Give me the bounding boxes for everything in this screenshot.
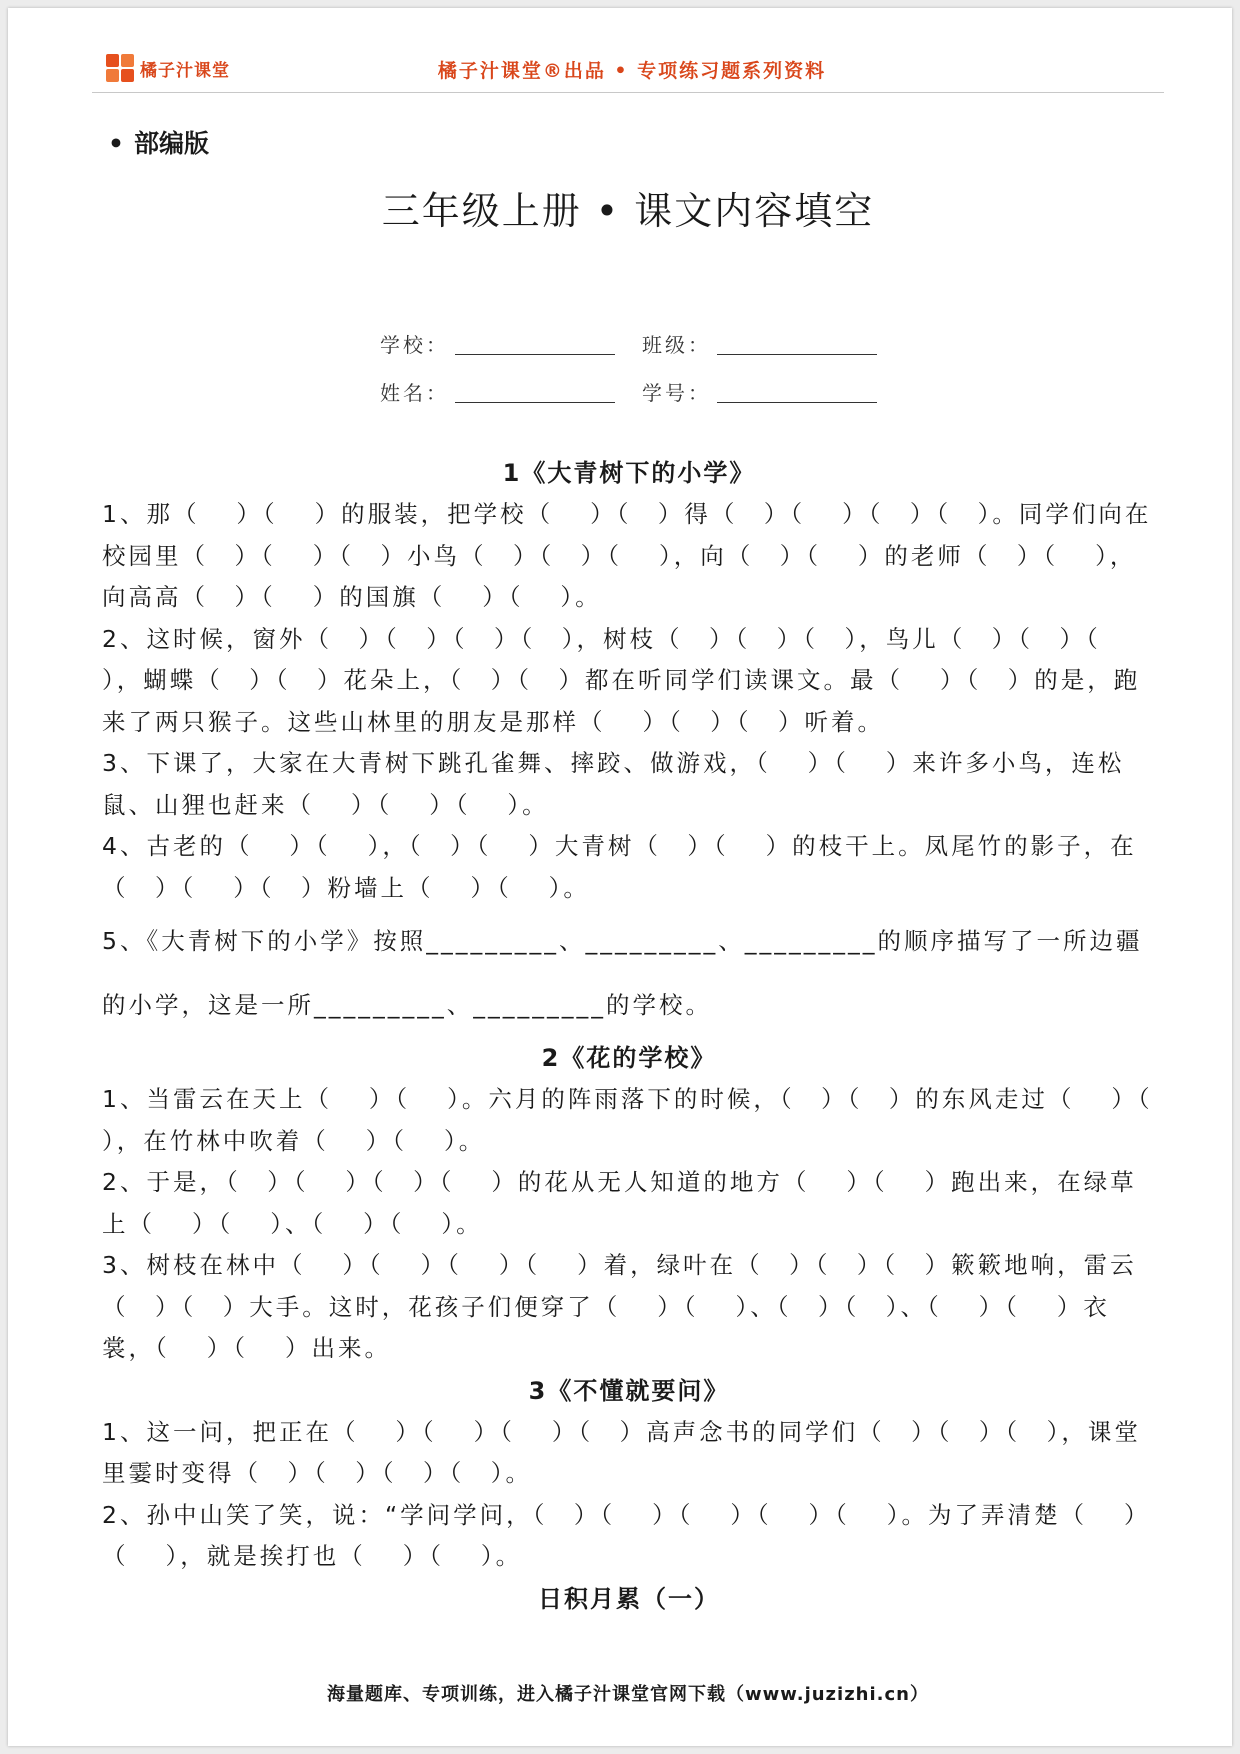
section-title: 2《花的学校》 [541,1044,717,1072]
question: 2、于是，（ ）（ ）（ ）（ ）的花从无人知道的地方（ ）（ ）跑出来，在绿草上（ ）（ ）、（ ）（ ）。 [102,1168,1137,1238]
section-title: 3《不懂就要问》 [528,1376,730,1405]
edition-label [108,124,209,160]
section-title: 日积月累（一） [538,1584,720,1613]
question: 1、当雷云在天上（ ）（ ）。六月的阵雨落下的时候，（ ）（ ）的东风走过（ ）（ ），在竹林中吹着（ ）（ ）。 [102,1085,1190,1155]
class-field[interactable] [642,329,904,358]
school-label: 学校： [380,333,449,357]
name-field[interactable] [380,377,642,406]
question: 1、这一问，把正在（ ）（ ）（ ）（ ）高声念书的同学们（ ）（ ）（ ），课堂里霎时变得（ ）（ ）（ ）（ ）。 [102,1417,1141,1487]
section-title: 1《大青树下的小学》 [502,459,756,487]
student-info-form [380,310,904,406]
page-title: 三年级上册 • 课文内容填空 [381,189,875,233]
class-label: 班级： [642,333,711,357]
question: 3、下课了，大家在大青树下跳孔雀舞、摔跤、做游戏，（ ）（ ）来许多小鸟，连松鼠、山狸也赶来（ ）（ ）（ ）。 [102,749,1125,819]
number-label: 学号： [642,381,711,405]
school-field[interactable] [380,329,642,358]
logo-text: 橘子汁课堂 [140,60,230,81]
page-header [92,48,1164,93]
edition-text: 部编版 [133,129,209,158]
number-blank[interactable] [717,402,877,403]
page-footer: 海量题库、专项训练，进入橘子汁课堂官网下载（www.juzizhi.cn） [327,1684,929,1705]
logo-icon [106,54,134,82]
worksheet-content [102,452,1190,1620]
school-blank[interactable] [455,354,615,355]
question: 5、《大青树下的小学》按照_________、_________、_________的顺序描写了一所边疆的小学，这是一所_________、_________的学校。 [102,927,1143,1019]
brand-logo [106,54,230,82]
question: 1、那（ ）（ ）的服装，把学校（ ）（ ）得（ ）（ ）（ ）（ ）。同学们向在校园里（ ）（ ）（ ）小鸟（ ）（ ）（ ），向（ ）（ ）的老师（ ）（ ），向高高（ ）（ ）的国旗（ ）（ ）。 [102,500,1152,611]
question: 2、孙中山笑了笑，说：“学问学问，（ ）（ ）（ ）（ ）（ ）。为了弄清楚（ ）（ ），就是挨打也（ ）（ ）。 [102,1500,1151,1570]
class-blank[interactable] [717,354,877,355]
bullet-icon: • [108,129,124,158]
number-field[interactable] [642,377,904,406]
question: 4、古老的（ ）（ ），（ ）（ ）大青树（ ）（ ）的枝干上。凤尾竹的影子，在（ ）（ ）（ ）粉墙上（ ）（ ）。 [102,832,1137,902]
name-blank[interactable] [455,402,615,403]
question: 2、这时候，窗外（ ）（ ）（ ）（ ），树枝（ ）（ ）（ ），鸟儿（ ）（ ）（ ），蝴蝶（ ）（ ）花朵上，（ ）（ ）都在听同学们读课文。最（ ）（ ）的是，跑来了两只猴子。这些山林里的朋友是那样（ ）（ ）（ ）听着。 [102,624,1141,736]
name-label: 姓名： [380,381,449,405]
question: 3、树枝在林中（ ）（ ）（ ）（ ）着，绿叶在（ ）（ ）（ ）簌簌地响，雷云（ ）（ ）大手。这时，花孩子们便穿了（ ）（ ）、（ ）（ ）、（ ）（ ）衣裳，（ ）（ ）出来。 [102,1251,1137,1362]
header-title: 橘子汁课堂®出品 • 专项练习题系列资料 [437,60,827,82]
worksheet-page [8,8,1232,1746]
